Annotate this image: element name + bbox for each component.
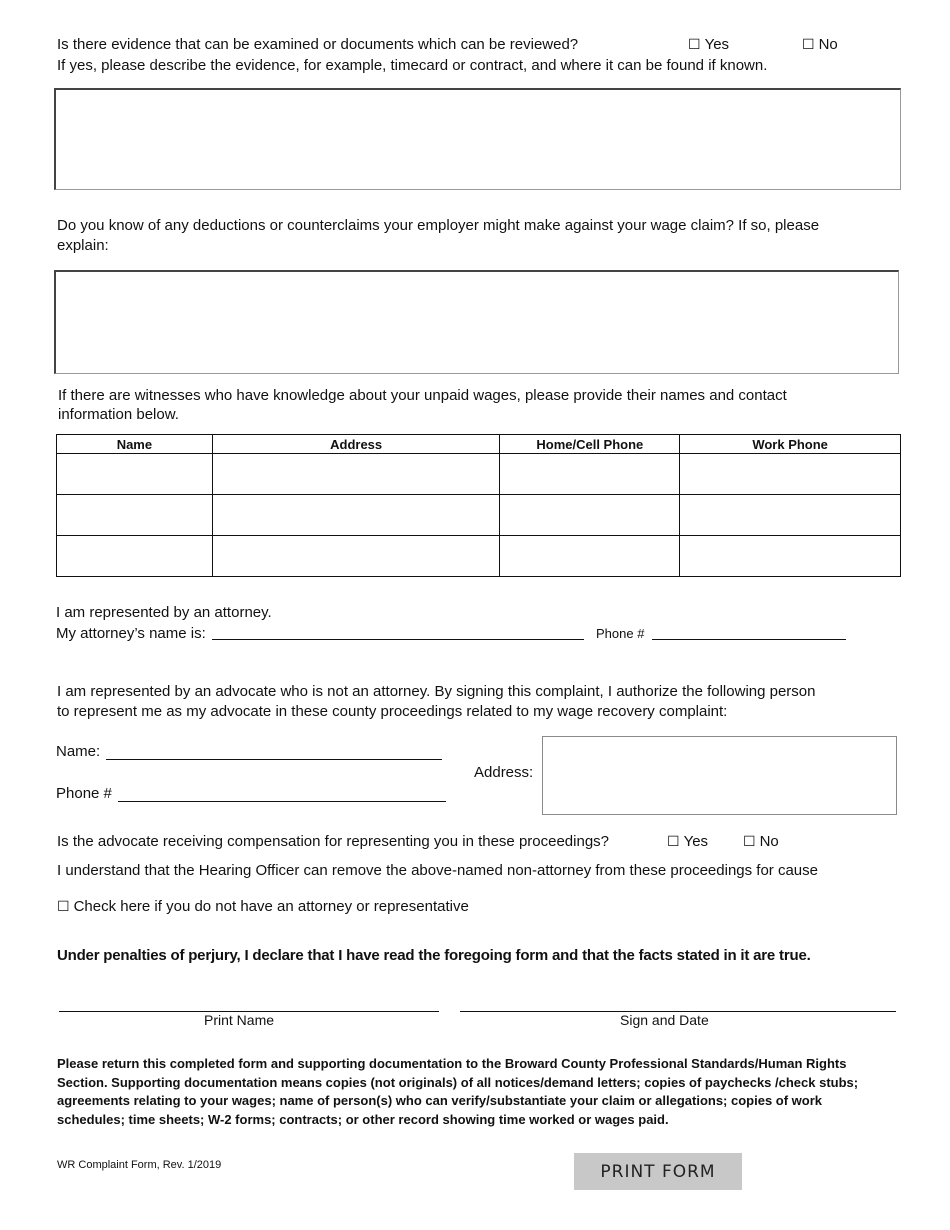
no-representative-checkbox[interactable] <box>57 898 469 915</box>
deductions-question-line2: explain: <box>57 237 109 254</box>
checkbox-icon: ☐ <box>688 37 701 53</box>
evidence-no-checkbox[interactable] <box>802 36 838 53</box>
advocate-address-label: Address: <box>474 764 534 781</box>
table-row <box>57 536 901 577</box>
return-instructions: Please return this completed form and supporting documentation to the Broward County Professional Standards/Human Rights Section. Supporting documentation means copies (not originals) of all notices/demand letters; copies of paychecks /check stubs; agreements relating to your wages; name of person(s) who can verify/substantiate your claim or allegations; copies of work schedules; time sheets; W-2 forms; contracts; or other record showing time worked or wages paid. <box>57 1056 859 1127</box>
form-revision-id: WR Complaint Form, Rev. 1/2019 <box>57 1159 222 1171</box>
print-name-field[interactable] <box>59 997 439 1012</box>
witness-address-cell[interactable] <box>212 495 500 536</box>
advocate-name-label: Name: <box>56 743 101 760</box>
witnesses-header-row <box>57 435 901 454</box>
evidence-description-field[interactable] <box>54 88 901 190</box>
witnesses-intro-line2: information below. <box>58 406 179 423</box>
witness-home-phone-cell[interactable] <box>500 495 680 536</box>
removal-notice: I understand that the Hearing Officer can remove the above-named non-attorney from these proceedings for cause <box>57 862 818 879</box>
attorney-phone-field[interactable] <box>652 625 846 640</box>
perjury-declaration: Under penalties of perjury, I declare that I have read the foregoing form and that the facts stated in it are true. <box>57 947 811 964</box>
advocate-statement-line1: I am represented by an advocate who is not an attorney. By signing this complaint, I authorize the following person <box>57 683 816 700</box>
witness-name-cell[interactable] <box>57 536 213 577</box>
signature-date-field[interactable] <box>460 997 896 1012</box>
sign-date-label: Sign and Date <box>620 1012 709 1028</box>
table-row <box>57 495 901 536</box>
witnesses-intro-line1: If there are witnesses who have knowledge about your unpaid wages, please provide their names and contact <box>58 387 787 404</box>
evidence-yes-checkbox[interactable] <box>688 36 729 53</box>
table-row <box>57 454 901 495</box>
witness-name-cell[interactable] <box>57 454 213 495</box>
advocate-phone-label: Phone # <box>56 785 112 802</box>
witness-name-cell[interactable] <box>57 495 213 536</box>
witness-address-cell[interactable] <box>212 454 500 495</box>
attorney-name-label: My attorney’s name is: <box>56 625 206 642</box>
evidence-no-label: No <box>818 36 838 53</box>
attorney-name-field[interactable] <box>212 625 584 640</box>
deductions-question-line1: Do you know of any deductions or counterclaims your employer might make against your wage claim? If so, please <box>57 217 820 234</box>
advocate-phone-field[interactable] <box>118 787 446 802</box>
attorney-phone-label: Phone # <box>596 626 645 641</box>
witnesses-table <box>56 434 901 577</box>
print-form-button[interactable]: PRINT FORM <box>574 1153 742 1190</box>
witness-work-phone-cell[interactable] <box>680 495 901 536</box>
compensation-yes-label: Yes <box>683 833 709 850</box>
compensation-yes-checkbox[interactable] <box>667 833 708 850</box>
checkbox-icon: ☐ <box>57 899 70 915</box>
checkbox-icon: ☐ <box>802 37 815 53</box>
witness-home-phone-cell[interactable] <box>500 536 680 577</box>
evidence-instruction: If yes, please describe the evidence, for example, timecard or contract, and where it can be found if known. <box>57 57 768 74</box>
checkbox-icon: ☐ <box>667 834 680 850</box>
no-representative-label: Check here if you do not have an attorney or representative <box>73 898 469 915</box>
advocate-statement-line2: to represent me as my advocate in these county proceedings related to my wage recovery complaint: <box>57 703 728 720</box>
evidence-question: Is there evidence that can be examined or documents which can be reviewed? <box>57 36 579 53</box>
column-header-address: Address <box>212 435 500 454</box>
advocate-name-field[interactable] <box>106 745 442 760</box>
compensation-no-checkbox[interactable] <box>743 833 779 850</box>
advocate-compensation-question: Is the advocate receiving compensation for representing you in these proceedings? <box>57 833 610 850</box>
witness-address-cell[interactable] <box>212 536 500 577</box>
deductions-explanation-field[interactable] <box>54 270 899 374</box>
print-name-label: Print Name <box>204 1012 275 1028</box>
column-header-home-cell-phone: Home/Cell Phone <box>500 435 680 454</box>
checkbox-icon: ☐ <box>743 834 756 850</box>
evidence-yes-label: Yes <box>704 36 730 53</box>
column-header-name: Name <box>57 435 213 454</box>
witness-work-phone-cell[interactable] <box>680 536 901 577</box>
witness-home-phone-cell[interactable] <box>500 454 680 495</box>
witness-work-phone-cell[interactable] <box>680 454 901 495</box>
column-header-work-phone: Work Phone <box>680 435 901 454</box>
compensation-no-label: No <box>759 833 779 850</box>
advocate-address-field[interactable] <box>542 736 897 815</box>
attorney-statement: I am represented by an attorney. <box>56 604 272 621</box>
